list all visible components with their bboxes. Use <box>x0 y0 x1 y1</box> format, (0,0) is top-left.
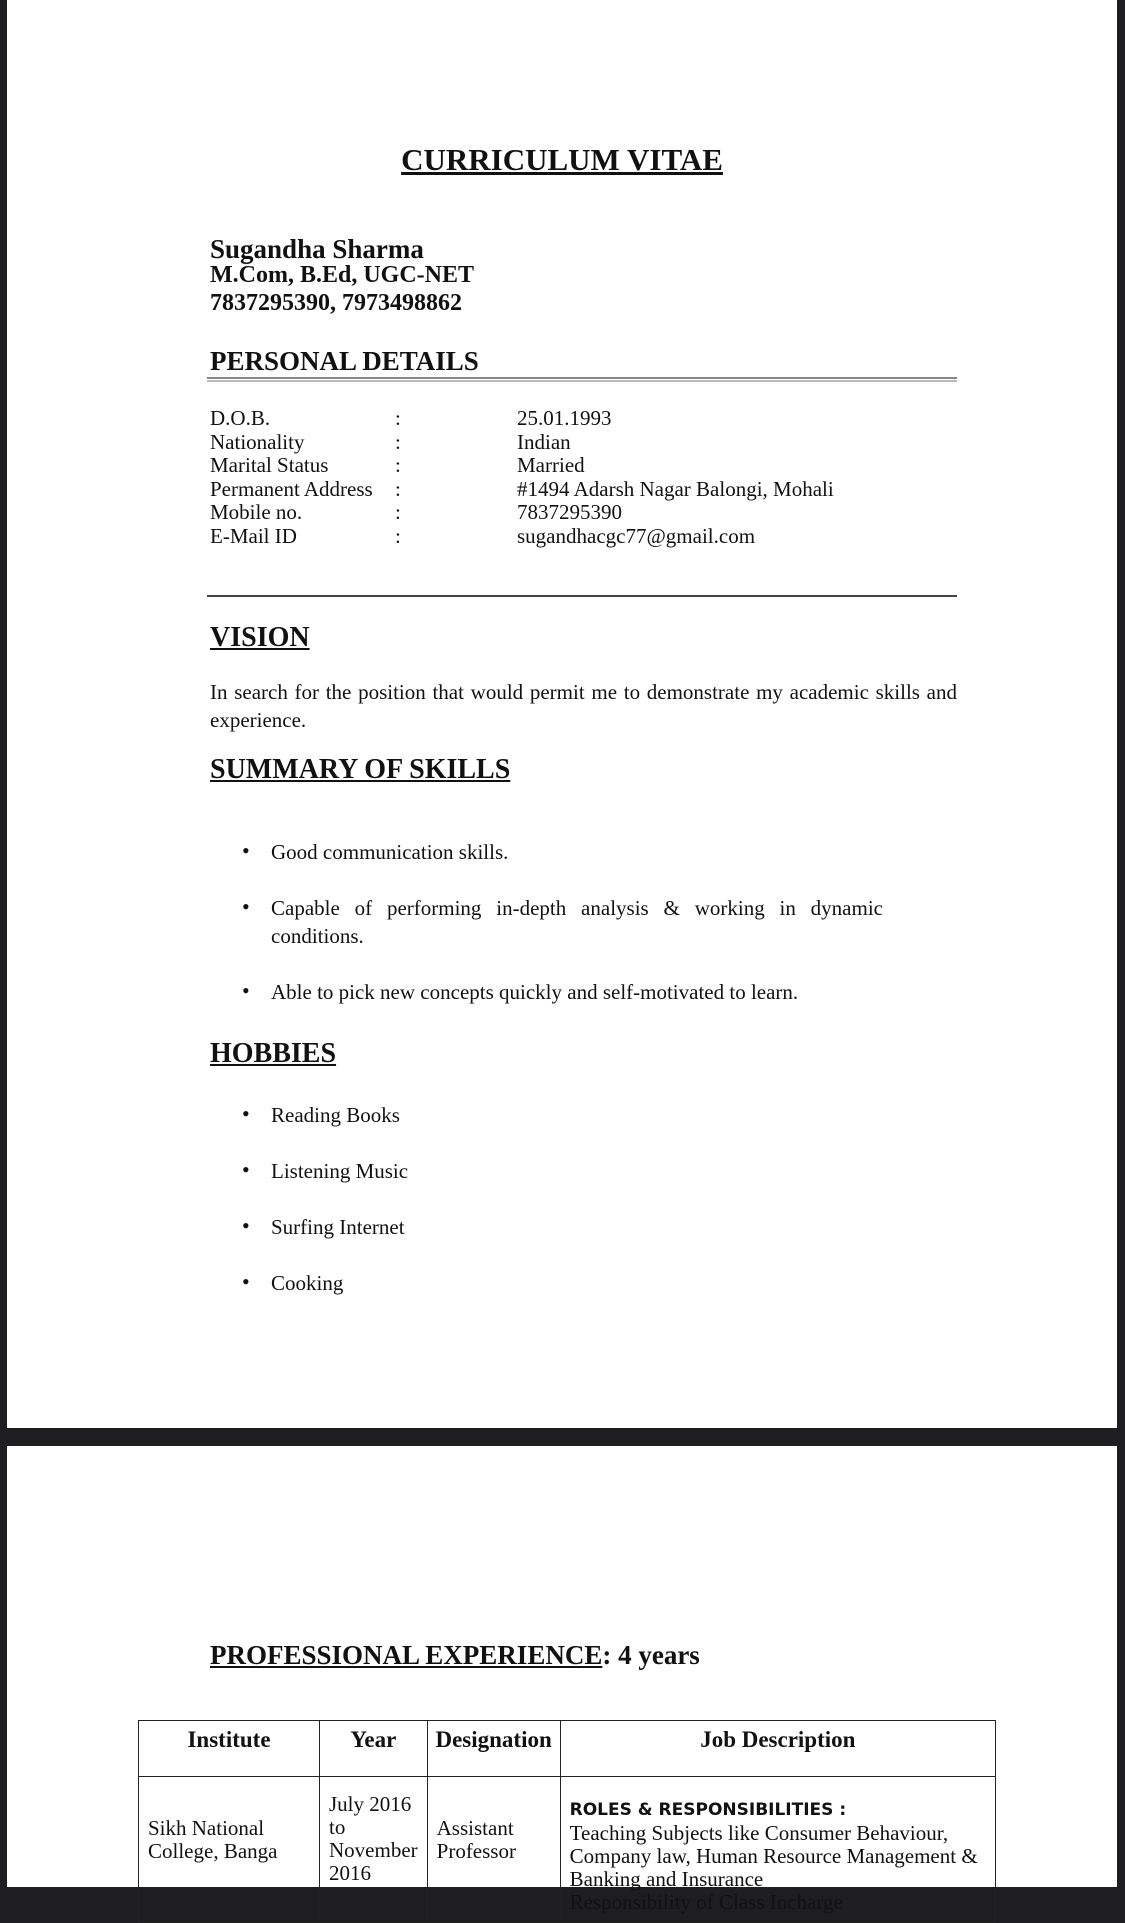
skill-item: Good communication skills. <box>271 840 509 864</box>
institute-cell: Sikh National College, Banga <box>139 1777 320 1923</box>
separator: : <box>395 453 401 477</box>
marital-status-value: Married <box>517 453 585 477</box>
separator: : <box>395 406 401 430</box>
skill-item: Capable of performing in-depth analysis & working in dynamic conditions. <box>271 896 883 948</box>
cv-page-1 <box>7 0 1117 1428</box>
document-title: CURRICULUM VITAE <box>401 142 723 177</box>
separator: : <box>395 500 401 524</box>
experience-heading-line <box>210 1640 700 1671</box>
hobby-item: Reading Books <box>271 1103 400 1127</box>
section-divider <box>207 595 957 597</box>
phone-numbers: 7837295390, 7973498862 <box>210 290 462 316</box>
bullet-icon: • <box>242 894 250 919</box>
job-description-text-cut: Responsibility of Class Incharge <box>569 1890 843 1914</box>
bullet-icon: • <box>242 1157 250 1182</box>
section-divider-double <box>207 377 957 382</box>
experience-heading: PROFESSIONAL EXPERIENCE <box>210 1640 603 1670</box>
skill-item: Able to pick new concepts quickly and self-motivated to learn. <box>271 980 799 1004</box>
roles-heading: ROLES & RESPONSIBILITIES : <box>569 1800 847 1820</box>
bullet-icon: • <box>242 978 250 1003</box>
personal-details-heading: PERSONAL DETAILS <box>210 346 479 376</box>
mobile-label: Mobile no. <box>210 500 303 524</box>
job-description-text: Teaching Subjects like Consumer Behaviour, Company law, Human Resource Management & Banking and Insurance <box>569 1821 978 1891</box>
designation-cell: Assistant Professor <box>427 1777 560 1923</box>
hobby-item: Cooking <box>271 1271 344 1295</box>
col-job-description: Job Description <box>560 1721 995 1777</box>
email-label: E-Mail ID <box>210 524 297 548</box>
mobile-value: 7837295390 <box>517 500 622 524</box>
address-label: Permanent Address <box>210 477 373 501</box>
qualifications: M.Com, B.Ed, UGC-NET <box>210 262 475 288</box>
table-row <box>139 1777 996 1923</box>
job-description-cell <box>560 1777 995 1923</box>
dob-value: 25.01.1993 <box>517 406 612 430</box>
bullet-icon: • <box>242 1213 250 1238</box>
year-cell: July 2016 to November 2016 <box>320 1777 428 1923</box>
nationality-value: Indian <box>517 430 571 454</box>
bullet-icon: • <box>242 1101 250 1126</box>
separator: : <box>395 477 401 501</box>
hobby-item: Surfing Internet <box>271 1215 405 1239</box>
bullet-icon: • <box>242 838 250 863</box>
experience-duration: : 4 years <box>602 1640 700 1670</box>
separator: : <box>395 524 401 548</box>
separator: : <box>395 430 401 454</box>
col-institute: Institute <box>139 1721 320 1777</box>
address-value: #1494 Adarsh Nagar Balongi, Mohali <box>517 477 834 501</box>
hobby-item: Listening Music <box>271 1159 409 1183</box>
candidate-name: Sugandha Sharma <box>210 234 424 264</box>
vision-text: In search for the position that would permit me to demonstrate my academic skills and experience. <box>210 680 957 732</box>
bullet-icon: • <box>242 1269 250 1294</box>
hobbies-heading: HOBBIES <box>210 1038 337 1069</box>
vision-heading: VISION <box>210 622 310 653</box>
email-value: sugandhacgc77@gmail.com <box>517 524 756 548</box>
skills-heading: SUMMARY OF SKILLS <box>210 754 511 785</box>
table-header-row <box>139 1721 996 1777</box>
marital-status-label: Marital Status <box>210 453 329 477</box>
experience-table <box>138 1720 996 1923</box>
col-designation: Designation <box>427 1721 560 1777</box>
nationality-label: Nationality <box>210 430 305 454</box>
cv-page-2 <box>7 1446 1117 1914</box>
dob-label: D.O.B. <box>210 406 271 430</box>
col-year: Year <box>320 1721 428 1777</box>
